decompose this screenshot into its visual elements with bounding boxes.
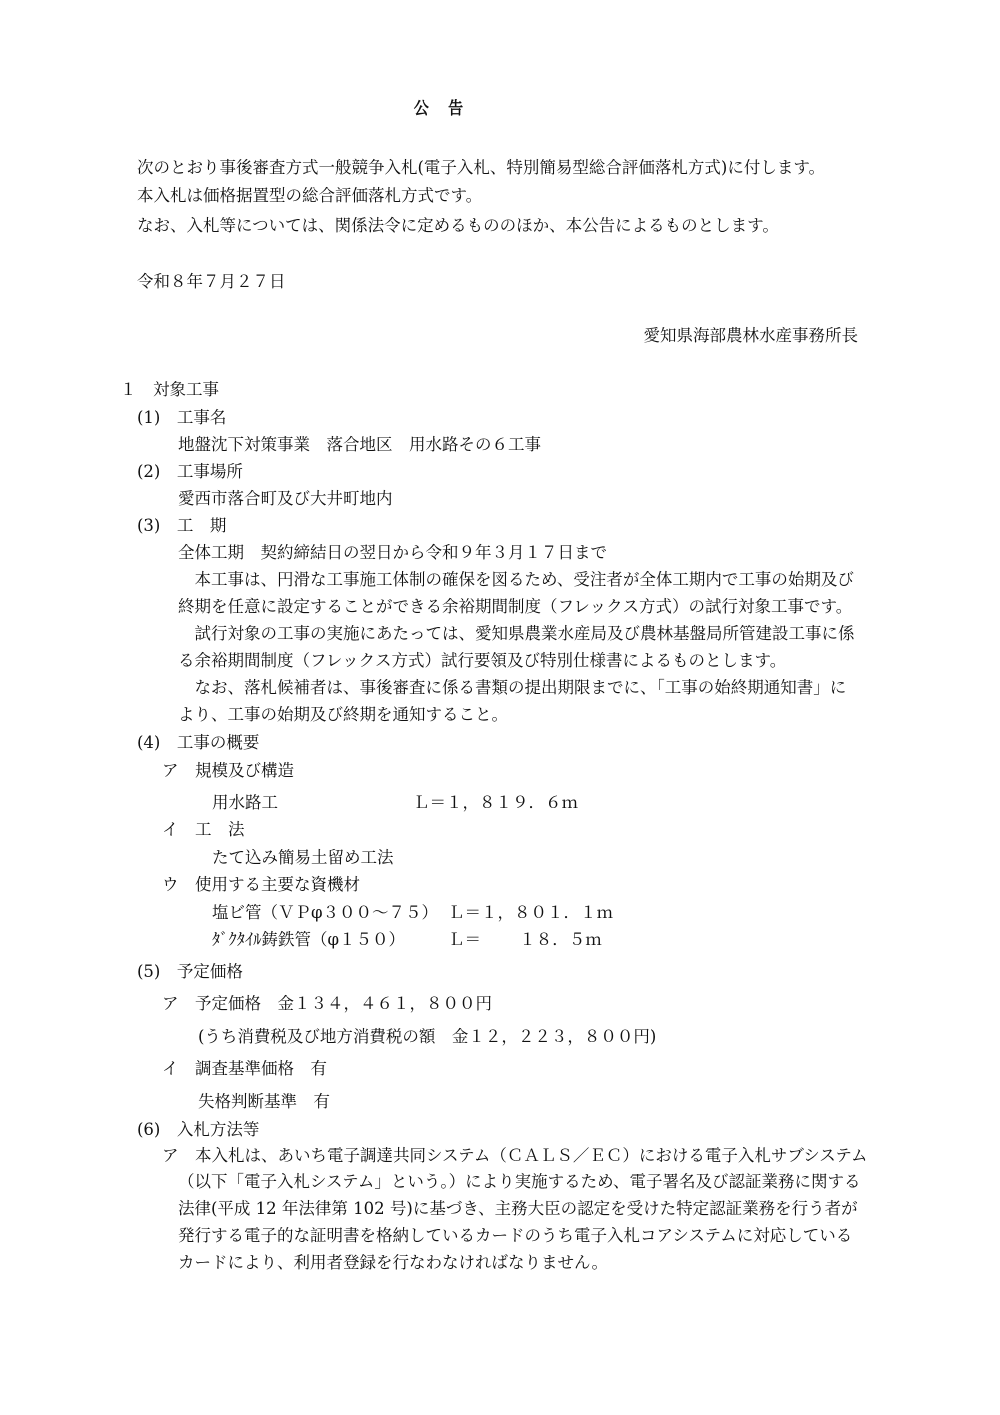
method-heading: イ 工 法 — [162, 820, 245, 839]
scale-value: Ｌ＝１，８１９．６ｍ — [413, 793, 578, 812]
work-place: 愛西市落合町及び大井町地内 — [178, 489, 393, 508]
bid-method-line-3: 法律(平成 12 年法律第 102 号)に基づき、主務大臣の認定を受けた特定認証業務を行う者が — [178, 1199, 858, 1218]
period-line-4: 試行対象の工事の実施にあたっては、愛知県農業水産局及び農林基盤局所管建設工事に係 — [178, 624, 855, 643]
intro-line-1: 次のとおり事後審査方式一般競争入札(電子入札、特別簡易型総合評価落札方式)に付します。 — [137, 158, 826, 177]
material-2-name: ﾀﾞｸﾀｲﾙ鋳鉄管（φ１５０） — [212, 930, 406, 949]
scale-name: 用水路工 — [212, 793, 278, 812]
material-1-value: Ｌ＝１，８０１．１ｍ — [448, 903, 613, 922]
item6-heading: (6) 入札方法等 — [137, 1120, 260, 1139]
notice-date: 令和８年７月２７日 — [137, 272, 286, 291]
period-line-7: より、工事の始期及び終期を通知すること。 — [178, 705, 508, 724]
material-2-value: Ｌ＝ １８．５ｍ — [448, 930, 602, 949]
bid-method-line-5: カードにより、利用者登録を行なわなければなりません。 — [178, 1253, 608, 1272]
work-name: 地盤沈下対策事業 落合地区 用水路その６工事 — [178, 435, 541, 454]
item1-heading: (1) 工事名 — [137, 408, 227, 427]
materials-heading: ウ 使用する主要な資機材 — [162, 875, 360, 894]
bid-method-line-1: ア 本入札は、あいち電子調達共同システム（ＣＡＬＳ／ＥＣ）における電子入札サブシステム — [162, 1146, 868, 1165]
period-line-5: る余裕期間制度（フレックス方式）試行要領及び特別仕様書によるものとします。 — [178, 651, 787, 670]
item3-heading: (3) 工 期 — [137, 516, 227, 535]
period-line-1: 全体工期 契約締結日の翌日から令和９年３月１７日まで — [178, 543, 607, 562]
scale-heading: ア 規模及び構造 — [162, 761, 294, 780]
planned-price: ア 予定価格 金１３４，４６１，８００円 — [162, 994, 492, 1013]
intro-line-2: 本入札は価格据置型の総合評価落札方式です。 — [137, 186, 483, 205]
tax-note: (うち消費税及び地方消費税の額 金１２，２２３，８００円) — [198, 1027, 657, 1046]
method-value: たて込み簡易土留め工法 — [212, 848, 394, 867]
page-title: 公 告 — [413, 99, 471, 119]
material-1-name: 塩ビ管（ＶＰφ３００～７５） — [212, 903, 439, 922]
intro-line-3: なお、入札等については、関係法令に定めるもののほか、本公告によるものとします。 — [137, 216, 779, 235]
bid-method-line-4: 発行する電子的な証明書を格納しているカードのうち電子入札コアシステムに対応している — [178, 1226, 853, 1245]
bid-method-line-2: （以下「電子入札システム」という。）により実施するため、電子署名及び認証業務に関する — [178, 1172, 861, 1191]
item4-heading: (4) 工事の概要 — [137, 733, 260, 752]
period-line-2: 本工事は、円滑な工事施工体制の確保を図るため、受注者が全体工期内で工事の始期及び — [178, 570, 854, 589]
item2-heading: (2) 工事場所 — [137, 462, 243, 481]
issuer: 愛知県海部農林水産事務所長 — [643, 326, 858, 345]
item5-heading: (5) 予定価格 — [137, 962, 243, 981]
section1-heading: １ 対象工事 — [120, 380, 219, 399]
period-line-6: なお、落札候補者は、事後審査に係る書類の提出期限までに、「工事の始終期通知書」に — [178, 678, 847, 697]
period-line-3: 終期を任意に設定することができる余裕期間制度（フレックス方式）の試行対象工事です。 — [178, 597, 853, 616]
survey-base-price: イ 調査基準価格 有 — [162, 1059, 327, 1078]
disqualification-criteria: 失格判断基準 有 — [198, 1092, 330, 1111]
